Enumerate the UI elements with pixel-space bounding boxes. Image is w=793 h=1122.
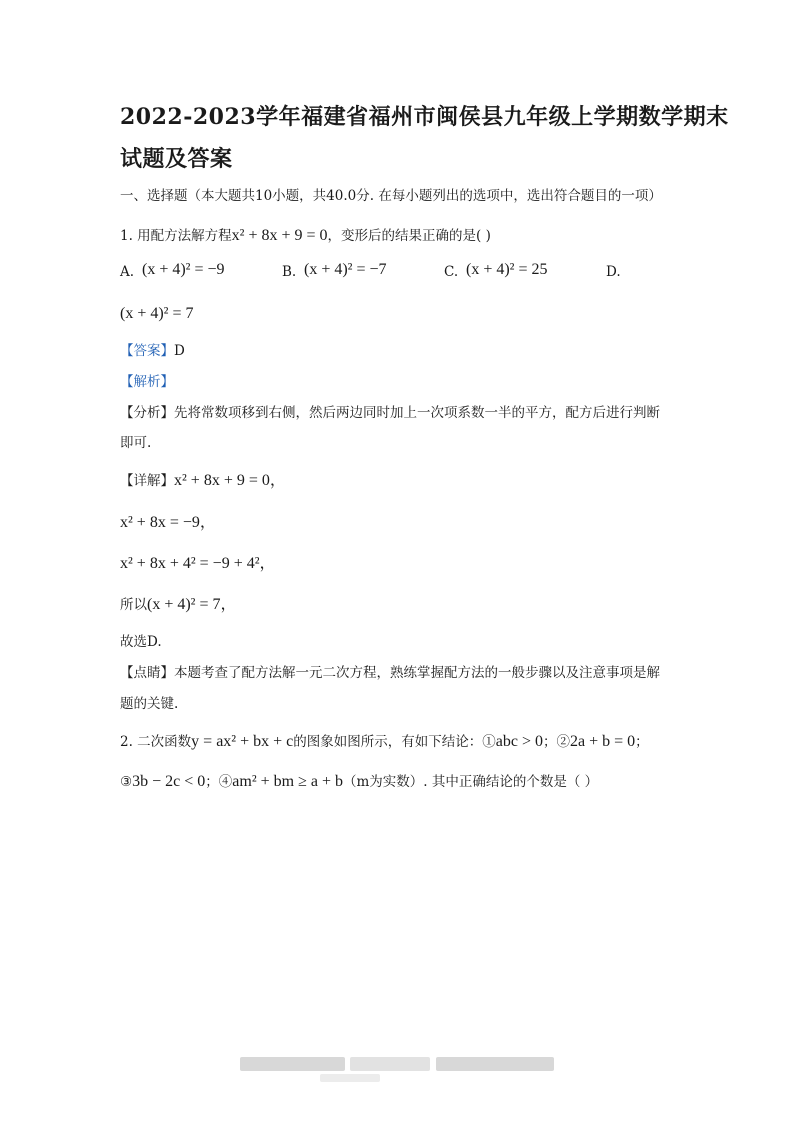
dianjing-text-1: 本题考查了配方法解一元二次方程，熟练掌握配方法的一般步骤以及注意事项是解 [174, 665, 660, 681]
detail-step4: (x + 4)² = 7， [147, 596, 237, 613]
q2-sep-1: ；② [542, 734, 570, 750]
answer-tag: 【答案】 [120, 343, 174, 359]
q1-option-d: (x + 4)² = 7 [120, 305, 194, 322]
q2-sep-3: ；④ [205, 774, 233, 790]
q2-sep-2: ； [635, 734, 649, 750]
q2-c3-prefix: ③ [120, 774, 133, 790]
detail-step3: x² + 8x + 4² = −9 + 4²， [120, 555, 276, 572]
q1-option-a-label: A. [120, 264, 135, 280]
fenxi-tag: 【分析】 [120, 405, 174, 421]
q1-stem-suffix: ，变形后的结果正确的是( ) [327, 228, 491, 244]
q1-option-b: (x + 4)² = −7 [304, 261, 387, 278]
q1-equation: x² + 8x + 9 = 0 [231, 227, 328, 244]
detail-step4-prefix: 所以 [120, 597, 147, 613]
q2-prefix: 2. 二次函数 [120, 734, 192, 750]
q1-options-row [120, 262, 680, 286]
q1-option-c-label: C. [444, 264, 459, 280]
q2-line2 [120, 772, 598, 792]
analysis-tag: 【解析】 [120, 374, 174, 390]
q2-suffix: （m为实数）. 其中正确结论的个数是（ ） [342, 774, 599, 790]
q2-conclusion-2: 2a + b = 0 [569, 733, 636, 750]
detail-step1: x² + 8x + 9 = 0， [174, 472, 286, 489]
q1-fenxi-line1 [120, 403, 660, 423]
q2-conclusion-4: am² + bm ≥ a + b [232, 773, 343, 790]
dianjing-tag: 【点睛】 [120, 665, 174, 681]
q1-detail-line1 [120, 471, 286, 491]
q1-stem [120, 226, 491, 246]
q2-function: y = ax² + bx + c [191, 733, 294, 750]
detail-step4-row [120, 595, 237, 615]
q1-option-c: (x + 4)² = 25 [466, 261, 548, 278]
q2-conclusion-3: 3b − 2c < 0 [132, 773, 206, 790]
detail-step5: 故选D. [120, 634, 162, 650]
q2-line1 [120, 732, 649, 752]
document-title-line2: 试题及答案 [120, 146, 233, 172]
q1-dianjing-line2: 题的关键. [120, 696, 179, 712]
q1-option-a: (x + 4)² = −9 [142, 261, 225, 278]
q1-option-d-label: D. [606, 264, 621, 280]
xiangjie-tag: 【详解】 [120, 473, 174, 489]
q1-dianjing-line1 [120, 663, 660, 683]
q1-option-b-label: B. [282, 264, 297, 280]
q2-conclusion-1: abc > 0 [495, 733, 543, 750]
q2-mid: 的图象如图所示，有如下结论：① [293, 734, 496, 750]
q1-stem-prefix: 1. 用配方法解方程 [120, 228, 232, 244]
section-heading: 一、选择题（本大题共10小题，共40.0分. 在每小题列出的选项中，选出符合题目的一项） [120, 188, 662, 204]
fenxi-text-1: 先将常数项移到右侧，然后两边同时加上一次项系数一半的平方，配方后进行判断 [174, 405, 660, 421]
q1-fenxi-line2: 即可. [120, 435, 152, 451]
document-title-line1: 2022-2023学年福建省福州市闽侯县九年级上学期数学期末 [120, 104, 729, 130]
detail-step2: x² + 8x = −9， [120, 514, 216, 531]
answer-value: D [174, 343, 185, 359]
q1-answer [120, 341, 185, 361]
